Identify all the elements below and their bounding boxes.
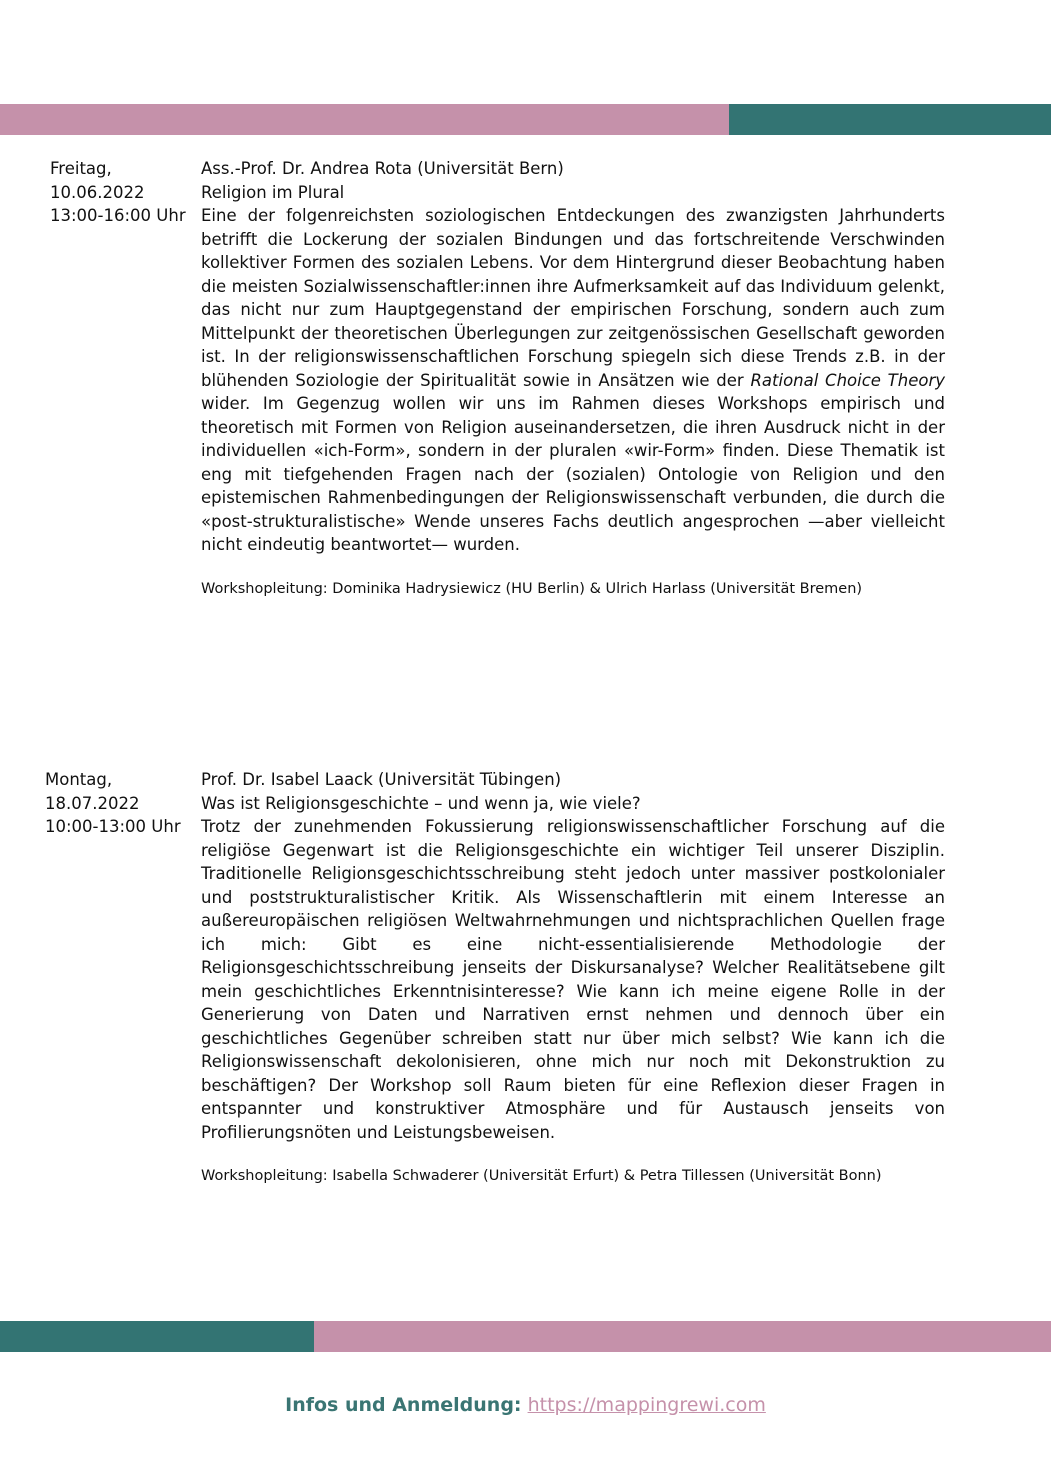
event-day: Freitag, <box>50 159 112 178</box>
workshop-lead: Workshopleitung: Isabella Schwaderer (Universität Erfurt) & Petra Tillessen (Universität Bonn) <box>201 1168 882 1184</box>
event-time: 10:00-13:00 Uhr <box>45 817 181 836</box>
bottom-bar-pink <box>314 1321 1051 1352</box>
footer-info <box>0 1394 1051 1416</box>
top-bar-pink <box>0 104 729 135</box>
event-title: Religion im Plural <box>201 182 345 202</box>
event-date: 18.07.2022 <box>45 793 140 813</box>
event-time: 13:00-16:00 Uhr <box>50 206 186 225</box>
event-day: Montag, <box>45 770 113 789</box>
bottom-bar-teal <box>0 1321 314 1352</box>
footer-separator: : <box>513 1394 522 1416</box>
event-date: 10.06.2022 <box>50 182 145 202</box>
event-date-block <box>50 157 186 228</box>
event-title: Was ist Religionsgeschichte – und wenn ja, wie viele? <box>201 793 641 813</box>
workshop-lead: Workshopleitung: Dominika Hadrysiewicz (HU Berlin) & Ulrich Harlass (Universität Bremen) <box>201 580 863 597</box>
registration-link[interactable]: https://mappingrewi.com <box>527 1394 766 1416</box>
top-bar-teal <box>729 104 1051 135</box>
event-content <box>201 768 945 1186</box>
event-abstract: Trotz der zunehmenden Fokussierung religionswissenschaftlicher Forschung auf die religiöse Gegenwart ist die Religionsgeschichte ein wichtiger Teil unserer Disziplin. Traditionelle Religionsgeschichtsschreibung steht jedoch unter massiver postkolonialer und poststrukturalistischer Kritik. Als Wissenschaftlerin mit einem Interesse an außereuropäischen religiösen Weltwahrnehmungen und nichtsprachlichen Quellen frage ich mich: Gibt es eine nicht-essentialisierende Methodologie der Religionsgeschichtsschreibung jenseits der Diskursanalyse? Welcher Realitätsebene gilt mein geschichtliches Erkenntnisinteresse? Wie kann ich meine eigene Rolle in der Generierung von Daten und Narrativen ernst nehmen und dennoch über ein geschichtliches Gegenüber schreiben statt nur über mich selbst? Wie kann ich die Religionswissenschaft dekolonisieren, ohne mich nur noch mit Dekonstruktion zu beschäftigen? Der Workshop soll Raum bieten für eine Reflexion dieser Fragen in entspannter und konstruktiver Atmosphäre und für Austausch jenseits von Profilierungsnöten und Leistungsbeweisen. <box>201 817 945 1142</box>
footer-label: Infos und Anmeldung <box>285 1394 514 1416</box>
event-abstract: Eine der folgenreichsten soziologischen Entdeckungen des zwanzigsten Jahrhunderts betrifft die Lockerung der sozialen Bindungen und das fortschreitende Verschwinden kollektiver Formen des sozialen Lebens. Vor dem Hintergrund dieser Beobachtung haben die meisten Sozialwissenschaftler:innen ihre Aufmerksamkeit auf das Individuum gelenkt, das nicht nur zum Hauptgegenstand der empirischen Forschung, sondern auch zum Mittelpunkt der theoretischen Überlegungen zur zeitgenössischen Gesellschaft geworden ist. In der religionswissenschaftlichen Forschung spiegeln sich diese Trends z.B. in der blühenden Soziologie der Spiritualität sowie in Ansätzen wie der Rational Choice Theory wider. Im Gegenzug wollen wir uns im Rahmen dieses Workshops empirisch und theoretisch mit Formen von Religion auseinandersetzen, die ihren Ausdruck nicht in der individuellen «ich-Form», sondern in der pluralen «wir-Form» finden. Diese Thematik ist eng mit tiefgehenden Fragen nach der (sozialen) Ontologie von Religion und den epistemischen Rahmenbedingungen der Religionswissenschaft verbunden, die durch die «post-strukturalistische» Wende unseres Fachs deutlich angesprochen —aber vielleicht nicht eindeutig beantwortet— wurden. <box>201 206 945 554</box>
event-content <box>201 157 945 599</box>
abstract-italic-term: Rational Choice Theory <box>750 370 945 390</box>
event-speaker: Ass.-Prof. Dr. Andrea Rota (Universität Bern) <box>201 159 564 178</box>
event-date-block <box>45 768 181 839</box>
event-speaker: Prof. Dr. Isabel Laack (Universität Tübingen) <box>201 770 562 789</box>
